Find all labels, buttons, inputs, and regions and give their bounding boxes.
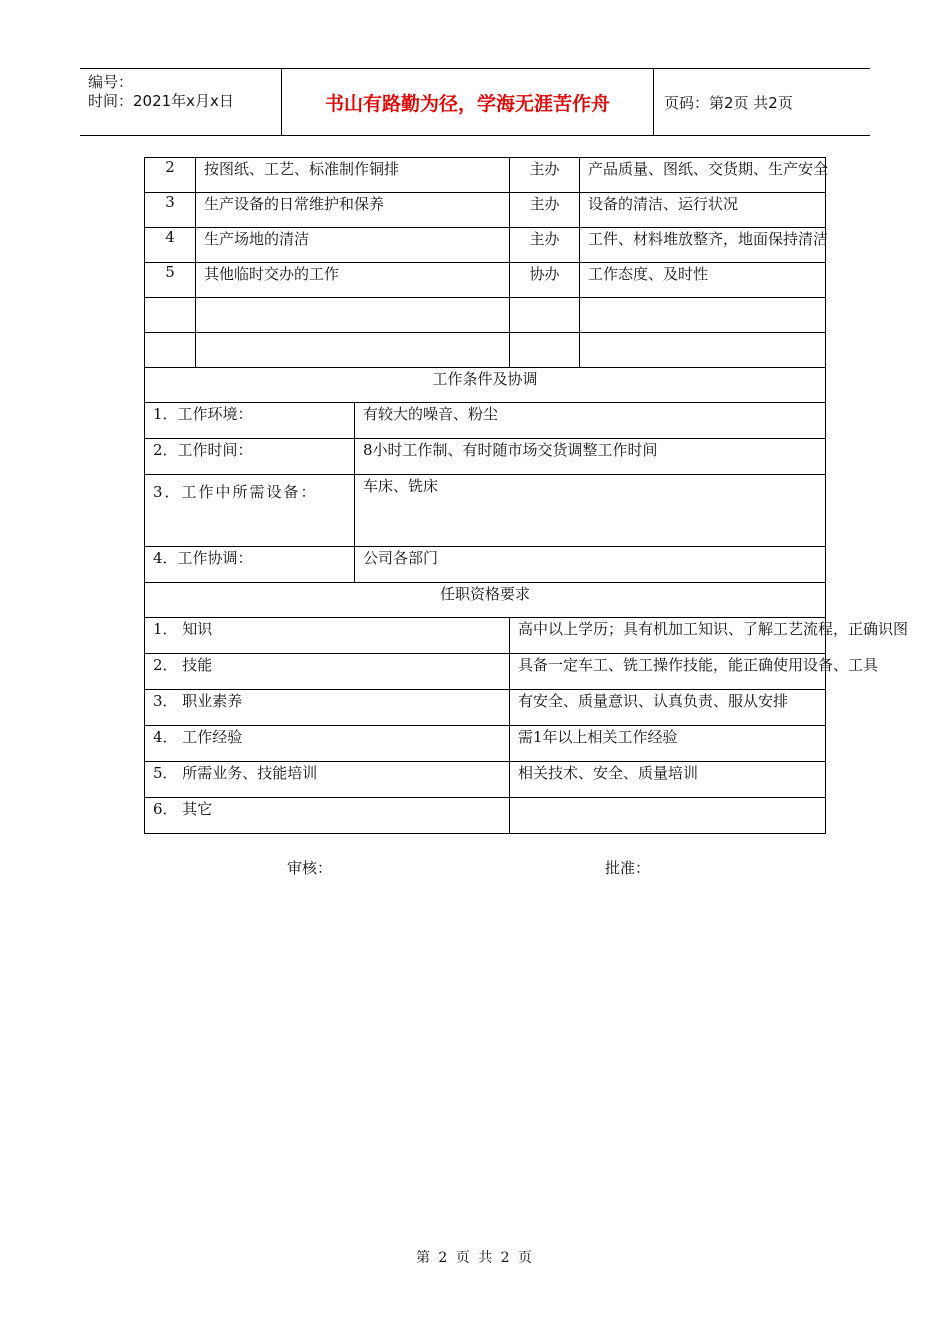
duty-row-empty	[145, 333, 826, 368]
condition-row	[145, 439, 826, 475]
qualifications-section-header	[145, 583, 826, 618]
document-number-label: 编号：	[88, 73, 134, 91]
header-page-number: 页码：第2页 共2页	[664, 93, 793, 112]
qualification-value: 需1年以上相关工作经验	[510, 726, 826, 762]
condition-value: 公司各部门	[355, 547, 826, 583]
duty-task: 生产设备的日常维护和保养	[196, 193, 510, 228]
duty-number	[145, 298, 196, 333]
duty-task: 生产场地的清洁	[196, 228, 510, 263]
qualification-value: 高中以上学历；具有机加工知识、了解工艺流程，正确识图	[510, 618, 826, 654]
approve-signature-label: 批准：	[605, 859, 651, 877]
review-signature-label: 审核：	[287, 859, 333, 877]
qualification-value	[510, 798, 826, 834]
duty-standard: 设备的清洁、运行状况	[580, 193, 826, 228]
document-date-label: 时间：2021年x月x日	[88, 92, 234, 110]
condition-value: 有较大的噪音、粉尘	[355, 403, 826, 439]
duty-task: 其他临时交办的工作	[196, 263, 510, 298]
qualification-row	[145, 690, 826, 726]
duty-role	[510, 333, 580, 368]
qualification-row	[145, 762, 826, 798]
qualification-label: 5． 所需业务、技能培训	[145, 762, 510, 798]
duty-role	[510, 298, 580, 333]
duty-number: 5	[145, 263, 196, 298]
qualification-label: 2． 技能	[145, 654, 510, 690]
qualifications-title: 任职资格要求	[145, 583, 826, 618]
duty-task	[196, 298, 510, 333]
duty-row	[145, 158, 826, 193]
duty-standard: 产品质量、图纸、交货期、生产安全	[580, 158, 826, 193]
header-meta	[80, 69, 282, 135]
qualification-row	[145, 618, 826, 654]
condition-value: 车床、铣床	[355, 475, 826, 547]
duty-task: 按图纸、工艺、标准制作铜排	[196, 158, 510, 193]
qualification-value: 具备一定车工、铣工操作技能，能正确使用设备、工具	[510, 654, 826, 690]
qualification-label: 1． 知识	[145, 618, 510, 654]
duty-role: 主办	[510, 158, 580, 193]
condition-row	[145, 403, 826, 439]
duty-standard	[580, 298, 826, 333]
duty-role: 协办	[510, 263, 580, 298]
condition-label: 1．工作环境：	[145, 403, 355, 439]
duty-role: 主办	[510, 228, 580, 263]
duty-role: 主办	[510, 193, 580, 228]
qualification-row	[145, 726, 826, 762]
qualification-label: 6． 其它	[145, 798, 510, 834]
condition-label: 3．工作中所需设备：	[145, 475, 355, 547]
qualification-row	[145, 798, 826, 834]
page-footer: 第 2 页 共 2 页	[415, 1250, 535, 1266]
condition-value: 8小时工作制、有时随市场交货调整工作时间	[355, 439, 826, 475]
duty-standard: 工作态度、及时性	[580, 263, 826, 298]
duty-row-empty	[145, 298, 826, 333]
conditions-section-header	[145, 368, 826, 403]
condition-row	[145, 475, 826, 547]
duty-task	[196, 333, 510, 368]
duty-row	[145, 263, 826, 298]
qualification-value: 有安全、质量意识、认真负责、服从安排	[510, 690, 826, 726]
qualification-value: 相关技术、安全、质量培训	[510, 762, 826, 798]
duty-number	[145, 333, 196, 368]
duty-row	[145, 228, 826, 263]
job-description-table	[144, 157, 909, 834]
condition-label: 4．工作协调：	[145, 547, 355, 583]
qualification-label: 3． 职业素养	[145, 690, 510, 726]
duty-number: 3	[145, 193, 196, 228]
duty-number: 2	[145, 158, 196, 193]
duty-number: 4	[145, 228, 196, 263]
duty-row	[145, 193, 826, 228]
qualification-row	[145, 654, 826, 690]
duty-standard	[580, 333, 826, 368]
duty-standard: 工件、材料堆放整齐，地面保持清洁	[580, 228, 826, 263]
conditions-title: 工作条件及协调	[145, 368, 826, 403]
condition-label: 2．工作时间：	[145, 439, 355, 475]
condition-row	[145, 547, 826, 583]
page-header	[80, 68, 870, 136]
qualification-label: 4． 工作经验	[145, 726, 510, 762]
header-motto: 书山有路勤为径，学海无涯苦作舟	[282, 69, 654, 135]
